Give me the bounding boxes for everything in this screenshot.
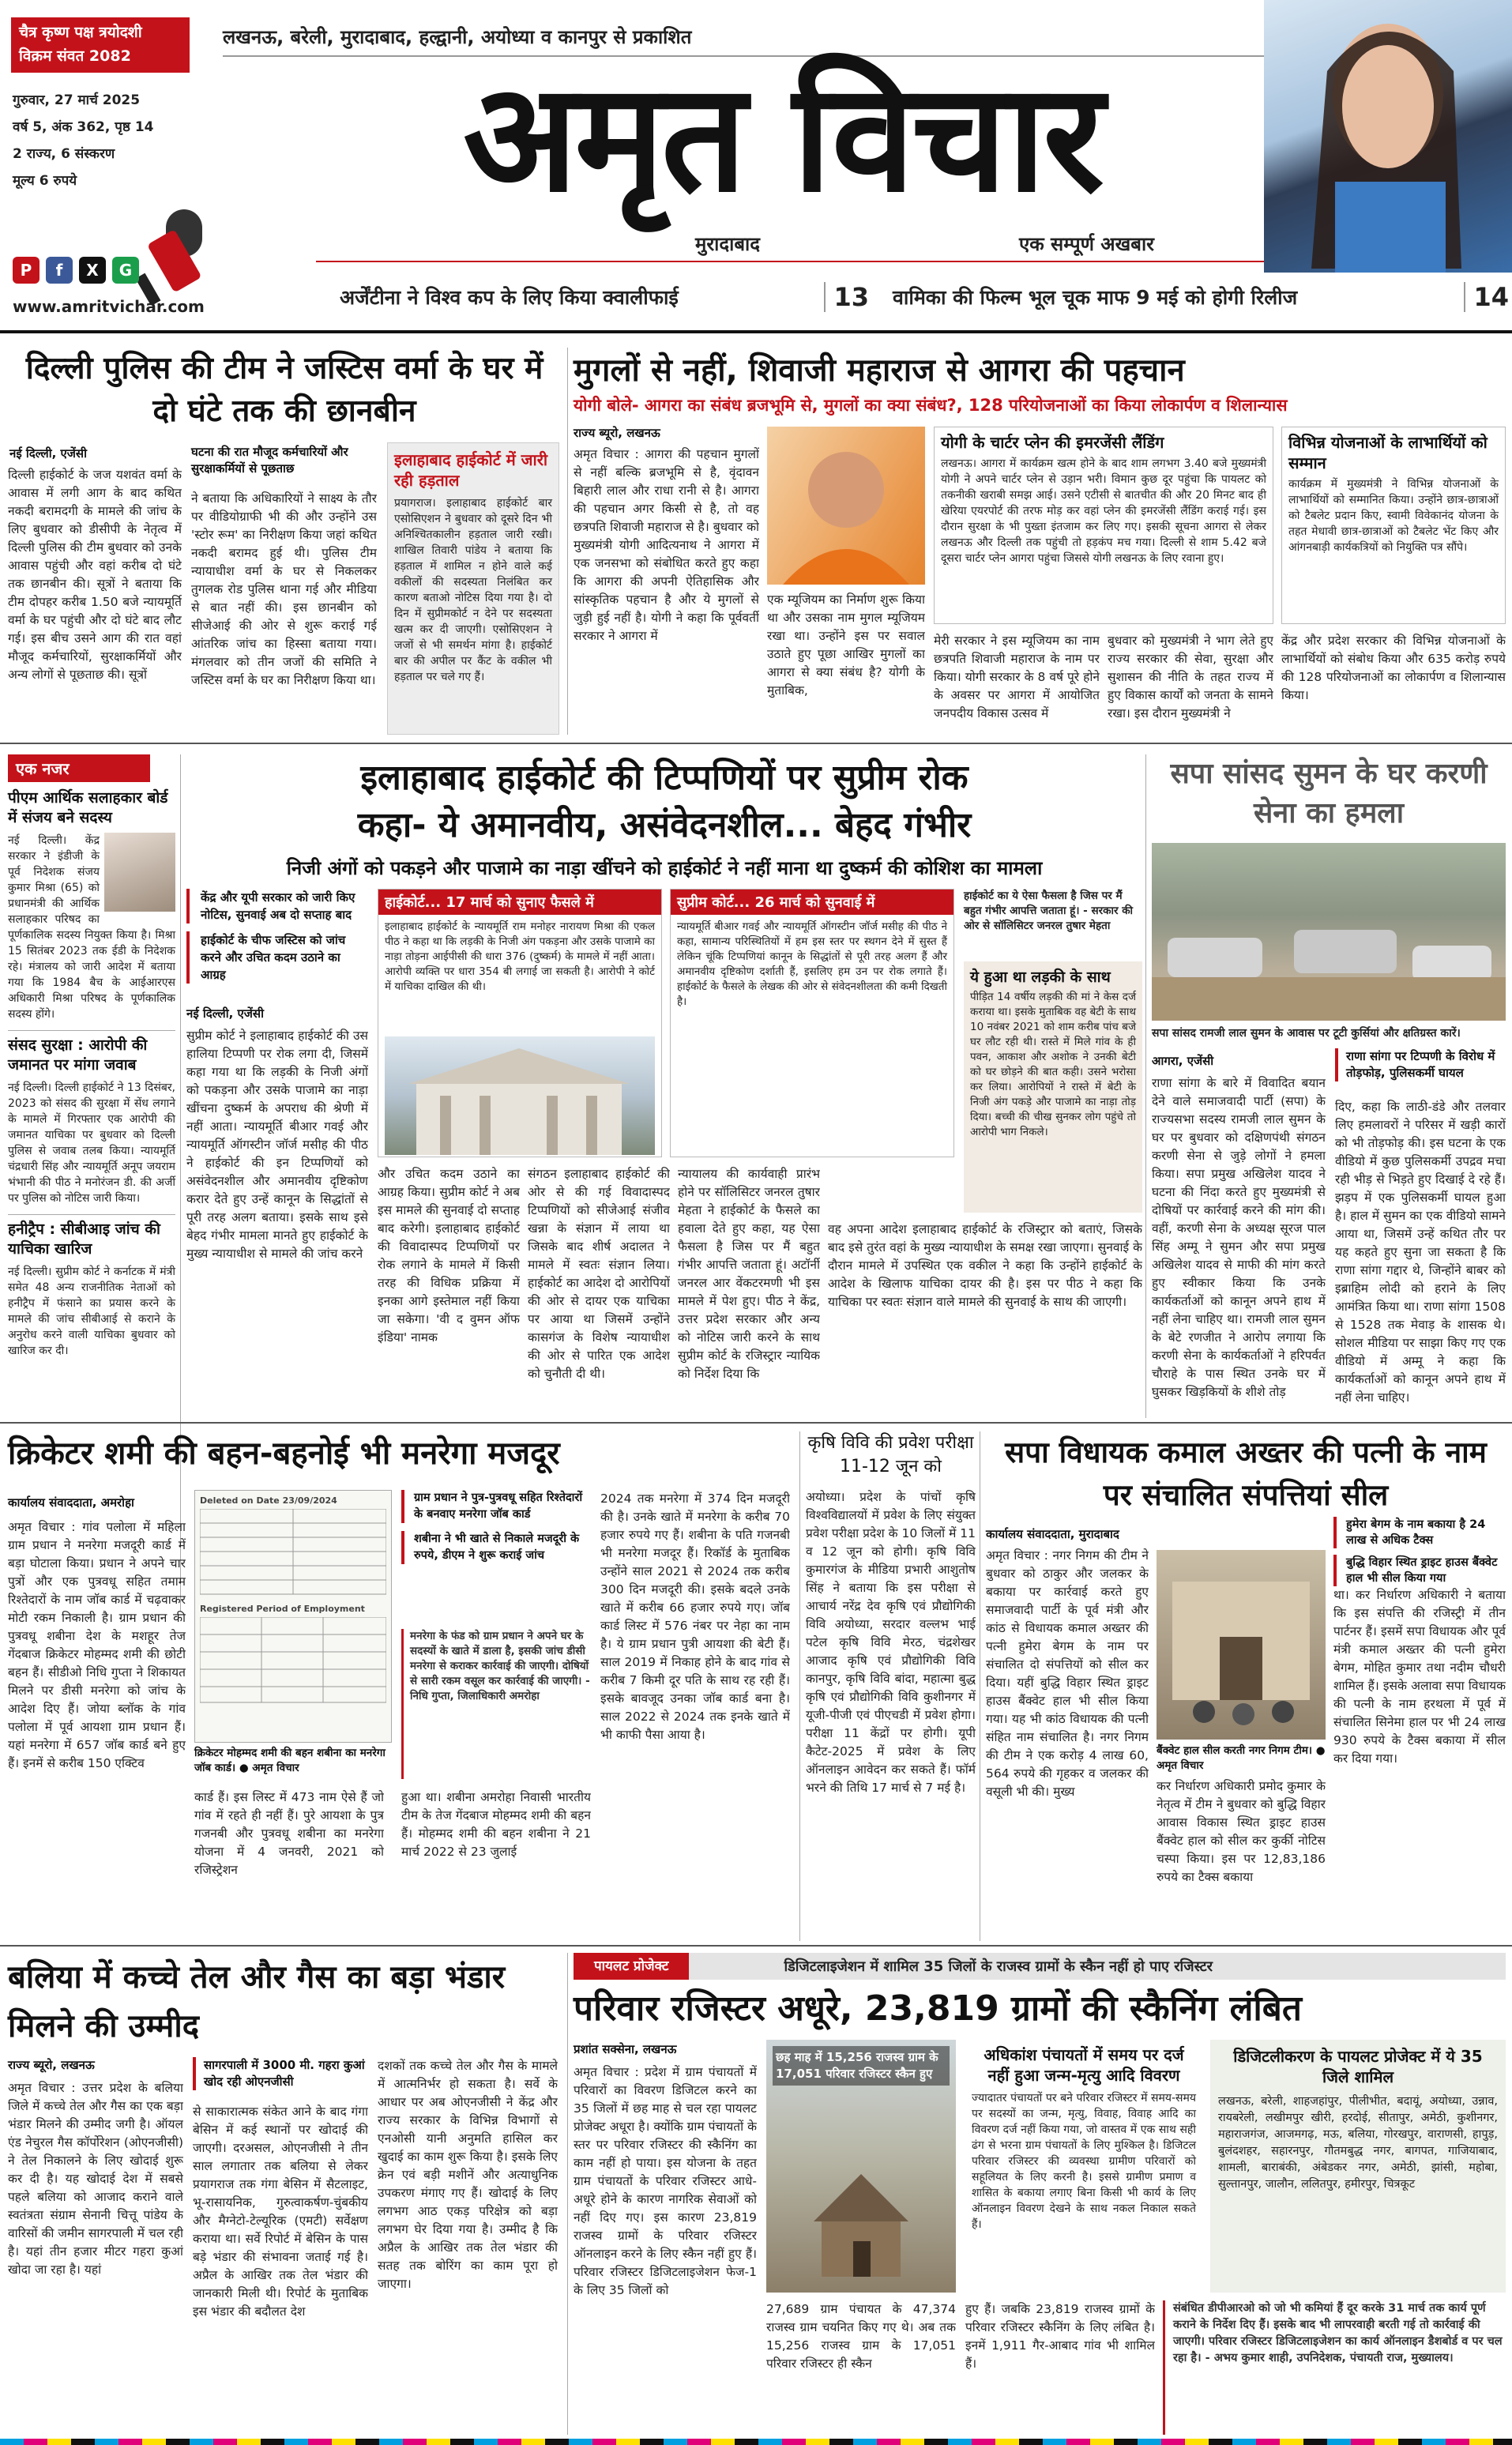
box-body: पीड़ित 14 वर्षीय लड़की की मां ने केस दर्ज कराया था। इसके मुताबिक वह बेटी के साथ 10 नवंबर 2021 को शाम करीब पांच बजे घर लौट रही थी। रास्ते में मिले गांव के ही पवन, आकाश और अशोक ने उनकी बेटी को घर छोड़ने की बात कही। उसने भरोसा कर लिया। आरोपियों ने रास्ते में बेटी के निजी अंग पकड़े और पाजामे का नाड़ा तोड़ दिया। बच्ची की चीख सुनकर लोग पहुंचे तो आरोपी भाग निकले।: [970, 991, 1136, 1138]
story-agra-subhead: योगी बोले- आगरा का संबंध ब्रजभूमि से, मुगलों का क्या संबंध?, 128 परियोजनाओं का किया लोकार्पण व शिलान्यास: [574, 396, 1288, 415]
bullet-item: शबीना ने भी खाते से निकाले मजदूरी के रुपये, डीएम ने शुरू कराई जांच: [401, 1531, 591, 1564]
mic-graphic: [118, 201, 213, 304]
story-body: अमृत विचार : गांव पलोला में महिला ग्राम प्रधान ने मनरेगा मजदूरी कार्ड में बड़ा घोटाला किया। प्रधान ने अपने चार पुत्रों और एक पुत्रवधू सहित तमाम रिश्तेदारों के नाम जॉब कार्ड में चढ़वाकर मोटी रकम निकाली है। ग्राम प्रधान की पुत्रवधू शबीना देश के मशहूर तेज गेंदबाज क्रिकेटर मोहम्मद शमी की छोटी बहन हैं। सीडीओ निधि गुप्ता ने शिकायत मिलने पर डीसी मनरेगा को जांच के आदेश दिए हैं। जोया ब्लॉक के गांव पलोला में पूर्व आयशा ग्राम प्रधान हैं। यहां मनरेगा में 657 जॉब कार्ड बने हुए हैं। इनमें से करीब 150 एक्टिव: [8, 1520, 186, 1770]
story-subhead: [191, 444, 377, 477]
social-icons: [13, 257, 171, 285]
story-body: केंद्र और प्रदेश सरकार की विभिन्न योजनाओं के लाभार्थियों को संबोध किया और 635 करोड़ रुपये की 128 परियोजनाओं का लोकार्पण व शिलान्यास किया।: [1281, 634, 1506, 702]
dateline: नई दिल्ली, एजेंसी: [186, 1006, 264, 1021]
masthead: [0, 0, 1512, 332]
byline: राज्य ब्यूरो, लखनऊ: [574, 426, 660, 440]
bullet-item: ग्राम प्रधान ने पुत्र-पुत्रवधू सहित रिश्तेदारों के बनवाए मनरेगा जॉब कार्ड: [401, 1490, 591, 1523]
story-agri-exam-headline: कृषि विवि की प्रवेश परीक्षा 11-12 जून को: [807, 1433, 974, 1476]
story-karni-sena-headline: सपा सांसद सुमन के घर करणी सेना का हमला: [1170, 758, 1488, 829]
job-card-table: [200, 1509, 386, 1596]
actress-photo: [1264, 0, 1512, 273]
story-body: सुप्रीम कोर्ट ने इलाहाबाद हाईकोर्ट की उस हालिया टिप्पणी पर रोक लगा दी, जिसमें कहा गया था कि लड़की के निजी अंगों को पकड़ना और उसके पाजामे का नाड़ा खींचना दुष्कर्म के अपराध की श्रेणी में नहीं आता। न्यायमूर्ति बीआर गवई और न्यायमूर्ति ऑगस्टीन जॉर्ज मसीह की पीठ ने हाईकोर्ट की इन टिप्पणियों को असंवेदनशील और अमानवीय दृष्टिकोण करार देते हुए उन्हें कानून के सिद्धांतों से पूरी तरह अलग बताया। इसके साथ इसे बेहद गंभीर मामला मानते हुए हाईकोर्ट के मुख्य न्यायाधीश से मामले की जांच करने: [186, 1029, 368, 1261]
high-court-photo: [385, 1036, 655, 1155]
story-shami-headline: क्रिकेटर शमी की बहन-बहनोई भी मनरेगा मजदूर: [8, 1435, 560, 1472]
seal-photo: [1157, 1550, 1326, 1740]
google-icon[interactable]: G: [112, 257, 139, 284]
box-body: लखनऊ। आगरा में कार्यक्रम खत्म होने के बाद शाम लगभग 3.40 बजे मुख्यमंत्री योगी ने अपने चार्टर प्लेन से उड़ान भरी। विमान कुछ दूर पहुंचा कि पायलट को तकनीकी खराबी समझ आई। उसने एटीसी से बातचीत की और 20 मिनट बाद ही खेरिया एयरपोर्ट की तरफ मोड़ कर वहां प्लेन की इमरजेंसी लैंडिंग कराई गई। इस दौरान सुरक्षा के भी पुख्ता इंतजाम कर लिए गए। इसकी सूचना आगरा से लेकर लखनऊ और दिल्ली तक पहुंची तो हड़कंप मच गया। दिल्ली से शाम 5.42 बजे दूसरा चार्टर प्लेन आगरा पहुंचा जिससे योगी लखनऊ के लिए रवाना हुए।: [941, 457, 1266, 565]
pull-quote: [964, 889, 1142, 952]
quote-text: हाईकोर्ट का ये ऐसा फैसला है जिस पर मैं बहुत गंभीर आपत्ति जताता हूं। - सरकार की ओर से सॉलिसिटर जनरल तुषार मेहता: [964, 890, 1134, 932]
doc-title: Deleted on Date 23/09/2024: [200, 1495, 337, 1506]
lead-deck: निजी अंगों को पकड़ने और पाजामे का नाड़ा खींचने को हाईकोर्ट ने नहीं माना था दुष्कर्म की कोशिश का मामला: [286, 857, 1043, 879]
microphone-icon: [118, 201, 213, 304]
masthead-bottom-rule: [0, 330, 1512, 333]
panchang-box: [11, 17, 190, 73]
story-body: से साकारात्मक संकेत आने के बाद गंगा बेसिन में कई स्थानों पर खोदाई की जाएगी। दरअसल, ओएनजीसी ने तीन साल लगातार तक बलिया से लेकर प्रयागराज तक गंगा बेसिन में सैटलाइट, भू-रासायनिक, गुरुत्वाकर्षण-चुंबकीय और मैग्नेटो-टेल्यूरिक (एमटी) सर्वेक्षण कराया था। सर्वे रिपोर्ट में बेसिन के पास बड़े भंडार की संभावना जताई गई है। अप्रैल के आखिर तक तेल भंडार की जानकारी मिली थी। रिपोर्ट के मुताबिक इस भंडार की बदौलत देश: [193, 2105, 368, 2319]
teaser-1[interactable]: [332, 278, 869, 316]
dateline: कार्यालय संवाददाता, अमरोहा: [8, 1495, 134, 1510]
story-body: न्यायालय की कार्यवाही प्रारंभ होने पर सॉलिसिटर जनरल तुषार मेहता ने हाईकोर्ट के फैसले का हवाला देते हुए कहा, यह ऐसा फैसला है जिस पर मैं बहुत गंभीर आपत्ति जताता हूं। अटॉर्नी जनरल आर वेंकटरमणी भी इस मामले में पेश हुए। पीठ ने केंद्र, उत्तर प्रदेश सरकार और अन्य को नोटिस जारी करने के साथ सुप्रीम कोर्ट के रजिस्ट्रार न्यायिक को निर्देश दिया कि: [678, 1167, 820, 1381]
bullet-item: बुद्धि विहार स्थित ड्राइट हाउस बैंक्वेट हाल भी सील किया गया: [1333, 1555, 1506, 1586]
story-shami: [8, 1431, 798, 1941]
brief-heading: हनीट्रैप : सीबीआइ जांच की याचिका खारिज: [8, 1214, 175, 1259]
story-body: कर निर्धारण अधिकारी प्रमोद कुमार के नेतृत्व में टीम ने बुधवार को बुद्धि विहार आवास विकास स्थित ड्राइट हाउस बैंक्वेट हाल को सील कर कुर्की नोटिस चस्पा किया। इस पर 12,83,186 रुपये का टैक्स बकाया: [1157, 1779, 1326, 1884]
box-body: कार्यक्रम में मुख्यमंत्री ने विभिन्न योजनाओं के लाभार्थियों को सम्मानित किया। उन्होंने छात्र-छात्राओं को टैबलेट प्रदान किए, स्वामी विवेकानंद योजना के तहत मेधावी छात्र-छात्राओं को टैबलेट भेंट किए और आंगनबाड़ी कार्यकत्रियों को नियुक्ति पत्र सौंपे।: [1288, 478, 1499, 554]
shami-bullets: [401, 1490, 591, 1564]
strap-text: डिजिटलाइजेशन में शामिल 35 जिलों के राजस्व ग्रामों के स्कैन नहीं हो पाए रजिस्टर: [784, 1958, 1213, 1975]
teaser-2[interactable]: [885, 278, 1509, 316]
byline: प्रशांत सक्सेना, लखनऊ: [574, 2042, 677, 2056]
yogi-illustration: [767, 427, 925, 585]
story-family-headline: परिवार रजिस्टर अधूरे, 23,819 ग्रामों की स्कैनिंग लंबित: [574, 1988, 1303, 2029]
story-body: ने बताया कि अधिकारियों ने साक्ष्य के तौर पर वीडियोग्राफी भी की और उन्होंने उस 'स्टोर रूम' का निरीक्षण किया जहां कथित नकदी बरामद हुई थी। पुलिस टीम न्यायाधीश वर्मा के घर से निकलकर तुगलक रोड पुलिस थाना गई और मीडिया से बात नहीं की। इस छानबीन को सीजेआई की ओर से शुरू कराई गई आंतरिक जांच का हिस्सा बताया गया। मंगलवार को तीन जजों की समिति ने जस्टिस वर्मा के घर का निरीक्षण किया था।: [191, 491, 377, 687]
photo-caption: क्रिकेटर मोहम्मद शमी की बहन शबीना का मनरेगा जॉब कार्ड। ● अमृत विचार: [194, 1747, 386, 1774]
cities-line: लखनऊ, बरेली, मुरादाबाद, हल्द्वानी, अयोध्या व कानपुर से प्रकाशित: [223, 26, 692, 48]
box-body: ज्यादातर पंचायतों पर बने परिवार रजिस्टर में समय-समय पर सदस्यों का जन्म, मृत्यु, विवाह, विवाह आदि का विवरण दर्ज नहीं किया गया, जो वास्तव में एक साथ सही ढंग से भरना ग्राम पंचायतों के लिए मुश्किल है। डिजिटल परिवार रजिस्टर की व्यवस्था ग्रामीण परिवारों को सहूलियत के लिए करनी है। इससे ग्रामीण प्रमाण व शासित के बकाया लगाए बिना किसी भी कार्य के लिए ऑनलाइन विवरण देखने के साथ नकल निकाल सकते हैं।: [972, 2092, 1196, 2231]
story-body: संगठन इलाहाबाद हाईकोर्ट की ओर से की गई विवादास्पद टिप्पणियों को सीजेआई संजीव खन्ना के संज्ञान में लाया था जिसके बाद शीर्ष अदालत ने मामले में स्वतः संज्ञान लिया। हाईकोर्ट का आदेश दो आरोपियों की ओर से दायर एक याचिका पर आया था जिसमें उन्होंने कासगंज के विशेष न्यायाधीश की ओर से पारित एक आदेश को चुनौती दी थी।: [528, 1167, 670, 1381]
story-body: 27,689 ग्राम पंचायत के 47,374 राजस्व ग्राम चयनित किए गए थे। अब तक 15,256 राजस्व ग्राम के 17,051 परिवार रजिस्टर ही स्कैन: [766, 2302, 956, 2371]
story-body: वह अपना आदेश इलाहाबाद हाईकोर्ट के रजिस्ट्रार को बताएं, जिसके बाद इसे तुरंत वहां के मुख्य न्यायाधीश के समक्ष रखा जाएगा। सुनवाई के दौरान मामले में उपस्थित एक वकील ने कहा कि उन्होंने हाईकोर्ट के आदेश के खिलाफ याचिका दायर की है। इस पर पीठ ने कहा कि याचिका पर स्वतः संज्ञान वाले मामले की सुनवाई के साथ की जाएगी।: [828, 1222, 1142, 1309]
issue-price: मूल्य 6 रुपये: [13, 173, 77, 189]
box-heading: सुप्रीम कोर्ट... 26 मार्च को सुनवाई में: [671, 890, 953, 915]
website-url[interactable]: www.amritvichar.com: [13, 297, 205, 316]
story-body: दिल्ली हाईकोर्ट के जज यशवंत वर्मा के आवास में लगी आग के बाद कथित नकदी बरामदगी के मामले की जांच के लिए बुधवार को डीसीपी के नेतृत्व में दिल्ली पुलिस की टीम बुधवार को उनके आवास पहुंची और वहां करीब दो घंटे तक छानबीन की। सूत्रों ने बताया कि टीम दोपहर करीब 1.50 बजे न्यायमूर्ति वर्मा के घर पहुंची और दो घंटे बाद लौट गई। इस बीच उसने आग की रात वहां मौजूद कर्मचारियों, सुरक्षाकर्मियों और अन्य लोगों से पूछताछ की। सूत्रों: [8, 468, 182, 682]
photo-caption: सपा सांसद रामजी लाल सुमन के आवास पर टूटी कुर्सियां और क्षतिग्रस्त कारें।: [1152, 1027, 1461, 1040]
teaser-2-text: वामिका की फिल्म भूल चूक माफ 9 मई को होगी रिलीज: [893, 286, 1298, 309]
story-body: था। कर निर्धारण अधिकारी ने बताया कि इस संपत्ति की रजिस्ट्री में तीन पार्टनर हैं। इसमें सपा विधायक और पूर्व मंत्री कमाल अख्तर की पत्नी हुमेरा बेगम, मोहित कुमार तथा नदीम चौधरी शामिल हैं। इसके अलावा सपा विधायक की पत्नी के नाम हरथला में पूर्व में संचालित सिनेमा हाल पर भी 24 लाख 930 रुपये के टैक्स बकाया में सील कर दिया गया।: [1333, 1588, 1506, 1766]
village-photo: [766, 2040, 956, 2293]
issue-editions: 2 राज्य, 6 संस्करण: [13, 146, 115, 162]
story-agra: [574, 348, 1506, 735]
sidebar-body: प्रयागराज। इलाहाबाद हाईकोर्ट बार एसोसिएशन ने बुधवार को दूसरे दिन भी अनिश्चितकालीन हड़ताल जारी रखी। शाखिल तिवारी पांडेय ने बताया कि हड़ताल में शामिल न होने वाले कई वकीलों की सदस्यता निलंबित कर कारण बताओ नोटिस दिया गया है। दो दिन में सुप्रीमकोर्ट न देने पर सदस्यता खत्म कर दी जाएगी। एसोसिएशन ने जजों से भी समर्थन मांगा है। हाईकोर्ट बार की अपील पर कैंट के वकील भी हड़ताल पर चले गए हैं।: [394, 497, 552, 683]
job-card-image: [194, 1490, 392, 1743]
photo-caption: बैंक्वेट हाल सील करती नगर निगम टीम। ● अमृत विचार: [1157, 1744, 1326, 1772]
story-body: दिए, कहा कि लाठी-डंडे और तलवार लिए हमलावरों ने परिसर में खड़ी कारों को भी तोड़फोड़ की। इस घटना के एक वीडियो में कुछ पुलिसकर्मी उपद्रव मचा रही भीड़ से भिड़ते हुए दिखाई दे रहे हैं। झड़प में एक पुलिसकर्मी घायल हुआ है। हाल में सुमन का एक वीडियो सामने आया था, जिसमें उन्हें कथित तौर पर यह कहते हुए सुना जा सकता है कि राणा सांगा गद्दार थे, जिन्होंने बाबर को इब्राहिम लोदी को हराने के लिए आमंत्रित किया था। राणा सांगा 1508 से 1528 तक मेवाड़ के शासक थे। सोशल मीडिया पर साझा किए गए एक वीडियो में अम्मू ने कहा कि कार्यकर्ताओं को कानून अपने हाथ में नहीं लेना चाहिए।: [1335, 1100, 1506, 1405]
col-divider: [1145, 754, 1146, 1418]
row-rule: [0, 1422, 1512, 1424]
dateline: कार्यालय संवाददाता, मुरादाबाद: [986, 1527, 1119, 1541]
story-delhi-police-headline: दिल्ली पुलिस की टीम ने जस्टिस वर्मा के घर में दो घंटे तक की छानबीन: [25, 351, 543, 429]
pilot-label: पायलट प्रोजेक्ट: [574, 1953, 689, 1980]
box-heading: विभिन्न योजनाओं के लाभार्थियों को सम्मान: [1288, 433, 1488, 472]
quote-text: मनरेगा के फंड को ग्राम प्रधान ने अपने घर के सदस्यों के खाते में डाला है, इसकी जांच डीसी मनरेगा से कराकर कार्रवाई की जाएगी। दोषियों से सारी रकम वसूल कर कार्रवाई की जाएगी। - निधि गुप्ता, जिलाधिकारी अमरोहा: [410, 1630, 590, 1702]
bullet-item: केंद्र और यूपी सरकार को जारी किए नोटिस, सुनवाई अब दो सप्ताह बाद: [186, 889, 368, 923]
portrait-illustration: [1264, 0, 1512, 273]
story-delhi-police: [8, 348, 561, 735]
box-beneficiaries: [1281, 427, 1506, 624]
story-body: 2024 तक मनरेगा में 374 दिन मजदूरी की है। उनके खाते में मनरेगा के करीब 70 हजार रुपये गए हैं। शबीना के पति गजनबी भी मनरेगा मजदूर हैं। रिकॉर्ड के मुताबिक उन्होंने साल 2021 से 2024 तक करीब 300 दिन मजदूरी की। इसके बदले उनके खाते में करीब 66 हजार रुपये गए। जॉब कार्ड लिस्ट में 576 नंबर पर नेहा का नाम है। ये ग्राम प्रधान पुत्री आयशा की बेटी हैं। साल 2019 में निकाह होने के बाद गांव से करीब 7 किमी दूर पति के साथ रह रही हैं। इसके बावजूद उनका जॉब कार्ड बना है। साल 2022 से 2024 तक इनके खाते में भी काफी पैसा आया है।: [600, 1491, 790, 1742]
col-divider: [799, 1431, 800, 1941]
panchang-samvat: विक्रम संवत 2082: [19, 47, 131, 65]
story-ballia-oil: [8, 1953, 561, 2435]
official-photo: [104, 833, 175, 912]
teaser-1-page: 13: [824, 282, 869, 312]
box-heading: अधिकांश पंचायतों में समय पर दर्ज नहीं हुआ जन्म-मृत्यु आदि विवरण: [984, 2045, 1184, 2085]
brief-body: नई दिल्ली। दिल्ली हाईकोर्ट ने 13 दिसंबर, 2023 को संसद की सुरक्षा में सेंध लगाने के मामले में गिरफ्तार एक आरोपी की जमानत याचिका पर बुधवार को दिल्ली पुलिस से जवाब तलब किया। न्यायमूर्ति चंद्रधारी सिंह और न्यायमूर्ति अनूप जयराम भंभानी की पीठ ने मनोरंजन डी. की अर्जी पर पुलिस को नोटिस जारी किया।: [8, 1081, 175, 1205]
seal-bullets: [1333, 1517, 1506, 1586]
story-body: और उचित कदम उठाने का आग्रह किया। सुप्रीम कोर्ट ने अब इस मामले की सुनवाई दो सप्ताह बाद करेगी। इलाहाबाद हाईकोर्ट की विवादास्पद टिप्पणियों पर रोक लगाने के मामले में किसी तरह की विधिक प्रक्रिया में इनका आगे इस्तेमाल नहीं किया जा सकेगा। 'वी द वुमन ऑफ इंडिया' नामक: [378, 1167, 520, 1345]
ek-nazar-label: एक नजर: [8, 754, 150, 782]
story-body: हुआ था। शबीना अमरोहा निवासी भारतीय टीम के तेज गेंदबाज मोहम्मद शमी की बहन हैं। मोहम्मद शमी की बहन शबीना ने 21 मार्च 2022 से 23 जुलाई: [401, 1790, 591, 1859]
story-body: अमृत विचार : प्रदेश में ग्राम पंचायतों में परिवारों का विवरण डिजिटल करने का 35 जिलों में छह माह से चल रहा पायलट प्रोजेक्ट अधूरा है। क्योंकि ग्राम पंचायतों के स्तर पर परिवार रजिस्टर की स्कैनिंग का काम नहीं हो पाया। इस योजना के तहत ग्राम पंचायतों के परिवार रजिस्टर आधे-अधूरे होने के कारण नागरिक सेवाओं को नहीं दिए गए। इस कारण 23,819 राजस्व ग्रामों के परिवार रजिस्टर ऑनलाइन करने के लिए स्कैन नहीं हुए हैं। परिवार रजिस्टर डिजिटलाइजेशन फेज-1 के लिए 35 जिलों को: [574, 2065, 757, 2297]
story-body: अमृत विचार : नगर निगम की टीम ने बुधवार को ठाकुर और जलकर के बकाया पर कार्रवाई करते हुए समाजवादी पार्टी के पूर्व मंत्री और कांठ से विधायक कमाल अख्तर की पत्नी हुमेरा बेगम के नाम पर संचालित दो संपत्तियों को सील कर दिया। यहीं बुद्धि विहार स्थित ड्राइट हाउस बैंक्वेट हाल भी सील किया गया। यह भी कांठ विधायक की पत्नी संहित नाम संचालित है। नगर निगम की टीम ने एक करोड़ 4 लाख 60, 564 रुपये की गृहकर व जलकर की वसूली भी की। मुख्य: [986, 1548, 1149, 1799]
dateline: आगरा, एजेंसी: [1152, 1054, 1214, 1068]
story-ballia-headline: बलिया में कच्चे तेल और गैस का बड़ा भंडार मिलने की उम्मीद: [8, 1959, 506, 2044]
story-body: राणा सांगा के बारे में विवादित बयान देने वाले समाजवादी पार्टी (सपा) के राज्यसभा सदस्य रामजी लाल सुमन के घर पर बुधवार को दक्षिणपंथी संगठन करणी सेना से जुड़े लोगों ने हमला किया। सपा प्रमुख अखिलेश यादव ने घटना की निंदा करते हुए मुख्यमंत्री से दोषियों पर कार्रवाई करने की मांग की। वहीं, करणी सेना के अध्यक्ष सूरज पाल सिंह अम्मू ने सुमन और सपा प्रमुख अखिलेश यादव से माफी की मांग करते हुए स्वीकार किया कि उनके कार्यकर्ताओं को कानून अपने हाथ में नहीं लेना चाहिए था। रामजी लाल सुमन के बेटे रणजीत ने आरोप लगाया कि करणी सेना के कार्यकर्ताओं ने हरिपर्वत चौराहे के पास स्थित उनके घर में घुसकर खिड़कियों के शीशे तोड़: [1152, 1076, 1326, 1399]
story-seal: [986, 1431, 1506, 1941]
col-divider: [567, 1953, 568, 2435]
story-body: कार्ड हैं। इस लिस्ट में 473 नाम ऐसे हैं जो गांव में रहते ही नहीं हैं। पुरे आयशा के पुत्र गजनबी और पुत्रवधू शबीना का मनरेगा योजना में 4 जनवरी, 2021 को रजिस्ट्रेशन: [194, 1790, 384, 1877]
lead-bullets: [186, 889, 368, 984]
ballia-subhead: [193, 2057, 368, 2090]
row-rule: [0, 743, 1512, 744]
brief-body: नई दिल्ली। सुप्रीम कोर्ट ने कर्नाटक में मंत्री समेत 48 अन्य राजनीतिक नेताओं को हनीट्रैप में फंसाने का प्रयास करने के मामले की जांच सीबीआई से कराने के अनुरोध करने वाली याचिका बुधवार को खारिज कर दी।: [8, 1266, 175, 1357]
box-emergency-landing: [934, 427, 1273, 624]
col-divider: [567, 348, 568, 735]
social-p-icon[interactable]: P: [13, 257, 39, 284]
story-family-register: [574, 1953, 1506, 2435]
story-body: मेरी सरकार ने इस म्यूजियम का नाम छत्रपति शिवाजी महाराज के नाम पर किया। योगी सरकार के 8 वर्ष पूरे होने के अवसर पर आगरा में आयोजित जनपदीय विकास उत्सव में: [934, 634, 1100, 720]
yogi-photo: [767, 427, 925, 585]
story-body: अमृत विचार : उत्तर प्रदेश के बलिया जिले में कच्चे तेल और गैस का एक बड़ा भंडार मिलने की उम्मीद जगी है। ऑयल एंड नेचुरल गैस कॉर्पोरेशन (ओएनजीसी) ने तेल निकालने के लिए खोदाई शुरू कर दी है। यह खोदाई देश में सबसे पहले बलिया को आजाद कराने वाले स्वतंत्रता संग्राम सेनानी चित्तू पांडेय के वारिसों की जमीन सागरपाली में चल रही है। यहां तीन हजार मीटर गहरा कुआं खोदा जा रहा है। यहां: [8, 2081, 183, 2277]
story-agra-headline: मुगलों से नहीं, शिवाजी महाराज से आगरा की पहचान: [574, 352, 1185, 389]
newspaper-title: अमृत विचार: [463, 51, 1101, 225]
sidebar-heading: इलाहाबाद हाईकोर्ट में जारी रही हड़ताल: [394, 450, 548, 490]
story-body: अमृत विचार : आगरा की पहचान मुगलों से नहीं बल्कि ब्रजभूमि से है, वृंदावन बिहारी लाल और राधा रानी से है। आगरा की पहचान अगर किसी से है, तो वह छत्रपति शिवाजी महाराज से है। बुधवार को मुख्यमंत्री योगी आदित्यनाथ ने आगरा में एक जनसभा को संबोधित करते हुए कहा कि आगरा की अपनी ऐतिहासिक और सांस्कृतिक पहचान है और ये मुगलों से जुड़ी हुई नहीं है। योगी ने कहा कि पूर्ववर्ती सरकार ने आगरा में: [574, 447, 759, 643]
sidebar-hc-strike: [387, 442, 559, 735]
teaser-2-page: 14: [1464, 282, 1509, 312]
box-heading: योगी के चार्टर प्लेन की इमरजेंसी लैंडिंग: [941, 433, 1164, 452]
story-body: अयोध्या। प्रदेश के पांचों कृषि विश्वविद्यालयों में प्रवेश के लिए संयुक्त प्रवेश परीक्षा प्रदेश के 10 जिलों में 11 व 12 जून को होगी। कृषि विवि कुमारगंज के मीडिया प्रभारी आशुतोष सिंह ने बताया कि इस परीक्षा से आचार्य नरेंद्र देव कृषि एवं प्रौद्योगिकी विवि अयोध्या, सरदार वल्लभ भाई पटेल कृषि विवि मेरठ, चंद्रशेखर आजाद कृषि एवं प्रौद्योगिकी विवि कानपुर, कृषि विवि बांदा, महात्मा बुद्ध कृषि एवं प्रौद्योगिकी विवि कुशीनगर में यूजी-पीजी एवं पीएचडी में प्रवेश होगा। परीक्षा 11 केंद्रों पर होगी। यूपी कैटेट-2025 में प्रवेश के लिए ऑनलाइन आवेदन कर सकते हैं। फॉर्म भरने की तिथि 17 मार्च से 7 मई है।: [806, 1490, 976, 1795]
issue-number: वर्ष 5, अंक 362, पृष्ठ 14: [13, 119, 154, 135]
story-body: एक म्यूजियम का निर्माण शुरू किया था और उसका नाम मुगल म्यूजियम रखा था। उन्होंने इस पर सवाल उठाते हुए पूछा आखिर मुगलों का आगरा से क्या संबंध है? योगी के मुताबिक,: [767, 592, 925, 698]
banquet-hall-illustration: [1157, 1550, 1326, 1740]
bullet-item: हुमेरा बेगम के नाम बकाया है 24 लाख से अधिक टैक्स: [1333, 1517, 1506, 1548]
box-body: इलाहाबाद हाईकोर्ट के न्यायमूर्ति राम मनोहर नारायण मिश्रा की एकल पीठ ने कहा था कि लड़की के निजी अंग पकड़ना और उसके पाजामे का नाड़ा तोड़ना आईपीसी की धारा 376 (दुष्कर्म) के मामले में नहीं आता। आरोपी व्यक्ति पर धारा 354 बी लगाई जा सकती है। आरोपी ने कोर्ट में याचिका दाखिल की थी।: [385, 920, 655, 993]
doc-subtitle: Registered Period of Employment: [200, 1604, 365, 1614]
edition-info: [13, 87, 194, 194]
story-body: हुए हैं। जबकि 23,819 राजस्व ग्रामों के परिवार रजिस्टर स्कैनिंग के लिए लंबित है। इनमें 1,911 गैर-आबाद गांव भी शामिल हैं।: [965, 2302, 1155, 2371]
lead-headline-2: कहा- ये अमानवीय, असंवेदनशील... बेहद गंभीर: [357, 805, 972, 845]
brief-body: नई दिल्ली। केंद्र सरकार ने इंडीजी के पूर्व निदेशक संजय कुमार मिश्रा (65) को प्रधानमंत्री की आर्थिक सलाहकार परिषद का पूर्णकालिक सदस्य नियुक्त किया है। मिश्रा 15 सितंबर 2023 तक ईडी के निदेशक रहे। मंत्रालय को जारी आदेश में बताया गया कि 1984 बैच के आईआरएस अधिकारी मिश्रा परिषद के पूर्णकालिक सदस्य होंगे।: [8, 834, 175, 1021]
job-card-table: [200, 1617, 386, 1704]
facebook-icon[interactable]: f: [46, 257, 73, 284]
tagline: एक सम्पूर्ण अखबार: [1019, 233, 1154, 255]
strap-bar: [574, 1953, 1506, 1980]
print-color-bar: [0, 2439, 1512, 2445]
box-records: [965, 2040, 1202, 2293]
story-body: बुधवार को मुख्यमंत्री ने भाग लेते हुए राज्य सरकार की सेवा, सुरक्षा और सुशासन की नीति के तहत राज्य में हुए विकास कार्यों को जनता के सामने रखा। इस दौरान मुख्यमंत्री ने: [1108, 634, 1273, 720]
box-body: न्यायमूर्ति बीआर गवई और न्यायमूर्ति ऑगस्टीन जॉर्ज मसीह की पीठ ने कहा, सामान्य परिस्थितियों में हम इस स्तर पर स्थगन देने में सुस्त हैं लेकिन चूंकि टिप्पणियां कानून के सिद्धांतों से पूरी तरह अलग हैं और अमानवीय दृष्टिकोण दर्शाती हैं, इसलिए हम उन पर रोक लगाते हैं। हाईकोर्ट के फैसले के लेखक की ओर से संवेदनशीलता की कमी दिखती है।: [677, 920, 947, 1008]
story-agri-exam: [806, 1431, 976, 1941]
teaser-1-text: अर्जेंटीना ने विश्व कप के लिए किया क्वालीफाई: [340, 286, 679, 309]
subhead-text: घटना की रात मौजूद कर्मचारियों और सुरक्षाकर्मियों से पूछताछ: [191, 445, 348, 476]
highlight-text: राणा सांगा पर टिप्पणी के विरोध में तोड़फोड़, पुलिसकर्मी घायल: [1346, 1049, 1495, 1080]
box-heading: डिजिटलीकरण के पायलट प्रोजेक्ट में ये 35 जिले शामिल: [1233, 2047, 1483, 2086]
x-icon[interactable]: X: [79, 257, 106, 284]
brief-heading: संसद सुरक्षा : आरोपी की जमानत पर मांगा जवाब: [8, 1030, 175, 1075]
dateline: नई दिल्ली, एजेंसी: [9, 446, 87, 461]
subhead-text: सागरपाली में 3000 मी. गहरा कुआं खोद रही ओएनजीसी: [204, 2058, 365, 2089]
pull-quote: [1163, 2300, 1506, 2435]
bullet-item: हाईकोर्ट के चीफ जस्टिस को जांच करने और उचित कदम उठाने का आग्रह: [186, 931, 368, 984]
edition-city: मुरादाबाद: [695, 233, 761, 255]
photo-caption: छह माह में 15,256 राजस्व ग्राम के 17,051 परिवार रजिस्टर स्कैन हुए: [773, 2046, 950, 2086]
pull-quote: [401, 1629, 591, 1779]
box-heading: ये हुआ था लड़की के साथ: [970, 969, 1111, 986]
row-rule: [0, 1945, 1512, 1947]
brief-heading: पीएम आर्थिक सलाहकार बोर्ड में संजय बने सदस्य: [8, 789, 168, 826]
box-high-court-ruling: [378, 889, 662, 1157]
karni-sena-photo: [1152, 843, 1506, 1021]
lead-headline-1: इलाहाबाद हाईकोर्ट की टिप्पणियों पर सुप्रीम रोक: [360, 758, 969, 798]
box-what-happened: [964, 961, 1142, 1213]
box-supreme-court-hearing: [670, 889, 954, 1157]
story-karni-sena: [1152, 754, 1506, 1418]
story-body: दशकों तक कच्चे तेल और गैस के मामले में आत्मनिर्भर हो सकता है। सर्वे के आधार पर अब ओएनजीसी ने केंद्र और राज्य सरकार के विभिन्न विभागों से एनओसी यानी अनुमति हासिल कर खुदाई का काम शुरू किया है। इसके लिए क्रेन एवं बड़ी मशीनें और अत्याधुनिक उपकरण मंगाए गए हैं। खोदाई के लिए लगभग आठ एकड़ परिक्षेत्र को बड़ा लगभग घेर दिया गया है। उम्मीद है कि अप्रैल के आखिर तक तेल भंडार की सतह तक बोरिंग का काम पूरा हो जाएगा।: [378, 2059, 558, 2291]
vandalism-illustration: [1152, 843, 1506, 1021]
panchang-tithi: चैत्र कृष्ण पक्ष त्रयोदशी: [19, 24, 142, 41]
box-35-districts: [1210, 2040, 1506, 2293]
box-heading: हाईकोर्ट... 17 मार्च को सुनाए फैसले में: [378, 890, 661, 915]
highlight-box: [1335, 1048, 1506, 1081]
byline: राज्य ब्यूरो, लखनऊ: [8, 2058, 95, 2072]
court-building-illustration: [385, 1036, 653, 1155]
district-list: लखनऊ, बरेली, शाहजहांपुर, पीलीभीत, बदायूं, अयोध्या, उन्नाव, रायबरेली, लखीमपुर खीरी, हरदोई, सीतापुर, अमेठी, कुशीनगर, महाराजगंज, आजमगढ़, मऊ, बलिया, गोरखपुर, वाराणसी, हापुड़, बुलंदशहर, सहारनपुर, गौतमबुद्ध नगर, बागपत, गाजियाबाद, शामली, बाराबंकी, अंबेडकर नगर, अमेठी, झांसी, महोबा, सुल्तानपुर, जालौन, ललितपुर, हमीरपुर, चित्रकूट: [1218, 2095, 1498, 2191]
quote-text: संबंधित डीपीआरओ को जो भी कमियां हैं दूर करके 31 मार्च तक कार्य पूर्ण कराने के निर्देश दिए हैं। इसके बाद भी लापरवाही बरती गई तो कार्रवाई की जाएगी। परिवार रजिस्टर डिजिटलाइजेशन का कार्य ऑनलाइन डैशबोर्ड व पर चल रहा है। - अभय कुमार शाही, उपनिदेशक, पंचायती राज, मुख्यालय।: [1173, 2302, 1503, 2364]
story-seal-headline: सपा विधायक कमाल अख्तर की पत्नी के नाम पर संचालित संपत्तियां सील: [1005, 1435, 1487, 1512]
issue-date: गुरुवार, 27 मार्च 2025: [13, 92, 141, 108]
